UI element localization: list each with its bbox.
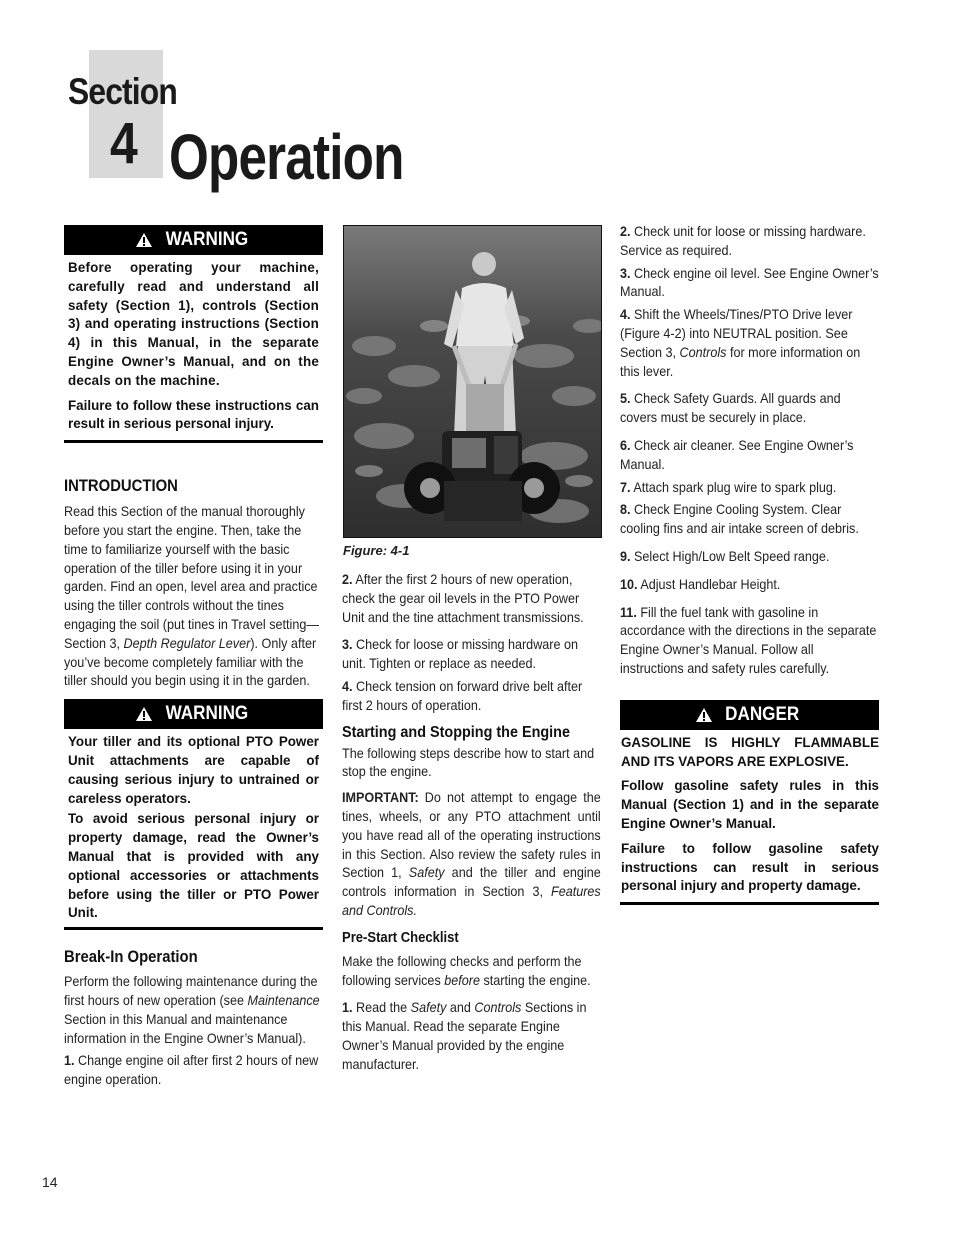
list-text: Change engine oil after first 2 hours of new engine operation. <box>64 1052 319 1088</box>
pre-start-paragraph <box>342 952 601 990</box>
list-number: 3. <box>620 264 631 281</box>
list-number: 6. <box>620 436 631 453</box>
list-item <box>342 677 601 715</box>
text-run-italic: Safety <box>410 999 447 1016</box>
danger-paragraph: GASOLINE IS HIGHLY FLAMMABLE AND ITS VAPORS ARE EXPLOSIVE. <box>621 734 879 769</box>
warning-triangle-icon <box>135 232 153 248</box>
list-number: 1. <box>342 999 353 1016</box>
list-number: 11. <box>620 603 637 620</box>
warning-text <box>64 733 323 923</box>
text-run: Read the <box>352 999 411 1016</box>
break-in-paragraph <box>64 972 323 1047</box>
list-item <box>620 603 879 678</box>
list-number: 2. <box>342 571 353 587</box>
list-number: 5. <box>620 390 631 407</box>
warning-text <box>64 259 323 434</box>
text-run-italic: Features and Controls. <box>342 883 601 918</box>
danger-paragraph: Follow gasoline safety rules in this Manual (Section 1) and in the separate Engine Owner’s Manual. <box>621 778 879 831</box>
list-item <box>620 264 879 302</box>
danger-text <box>620 734 879 896</box>
text-run: starting the engine. <box>479 971 591 988</box>
list-number: 4. <box>620 306 631 323</box>
text-run: Do not attempt to engage the tines, wheels, or any PTO attachment until you have read all of the operating instructions in this Section. Also review the safety rules in Section 1, <box>342 789 601 881</box>
warning-paragraph: Failure to follow these instructions can result in serious personal injury. <box>68 397 319 432</box>
section-heading-break-in: Break-In Operation <box>64 948 198 967</box>
important-paragraph <box>342 788 601 920</box>
text-run: and the tiller and engine controls information in Section 3, <box>342 864 601 900</box>
danger-banner <box>620 700 879 730</box>
list-text: Fill the fuel tank with gasoline in accordance with the directions in the separate Engine Owner’s Manual. Follow all instructions and safety rules carefully. <box>620 603 877 676</box>
list-item <box>620 500 879 538</box>
subheading-pre-start: Pre-Start Checklist <box>342 929 459 946</box>
list-text: Check Engine Cooling System. Clear cooling fins and air intake screen of debris. <box>620 501 859 537</box>
list-number: 10. <box>620 575 638 592</box>
list-number: 4. <box>342 677 353 694</box>
list-text: Select High/Low Belt Speed range. <box>630 547 830 564</box>
text-run: Shift the Wheels/Tines/PTO Drive lever (Figure 4-2) into NEUTRAL position. See Section 3, <box>620 306 853 360</box>
list-text: Check unit for loose or missing hardware. Service as required. <box>620 223 866 258</box>
section-heading-introduction: INTRODUCTION <box>64 477 178 496</box>
text-run: Make the following checks and perform the following services <box>342 952 582 988</box>
starting-paragraph: The following steps describe how to start and stop the engine. <box>342 744 595 780</box>
list-item <box>620 436 879 474</box>
list-text: Attach spark plug wire to spark plug. <box>630 478 837 495</box>
list-text: Check Safety Guards. All guards and covers must be securely in place. <box>620 390 841 426</box>
text-run: and <box>446 999 475 1016</box>
list-number: 3. <box>342 636 353 653</box>
warning-paragraph: Your tiller and its optional PTO Power Unit attachments are capable of causing serious injury to untrained or careless operators. <box>68 734 319 806</box>
page-number: 14 <box>42 1174 58 1190</box>
list-text: Check engine oil level. See Engine Owner’s Manual. <box>620 264 879 300</box>
list-item <box>620 547 879 566</box>
text-run: Section in this Manual and maintenance information in the Engine Owner’s Manual). <box>64 1010 306 1046</box>
warning-triangle-icon <box>695 707 713 723</box>
photo-illustration <box>344 226 601 537</box>
figure-caption: Figure: 4-1 <box>343 543 410 558</box>
warning-banner <box>64 699 323 729</box>
text-run-italic: Controls <box>679 343 727 360</box>
list-item <box>342 635 601 673</box>
list-item <box>620 575 879 594</box>
list-item <box>64 1051 323 1089</box>
warning-label: WARNING <box>165 229 248 250</box>
intro-paragraph <box>64 502 323 690</box>
section-number: 4 <box>110 111 138 176</box>
column-left <box>64 225 323 1089</box>
text-run: Sections in this Manual. Read the separate Engine Owner’s Manual provided by the engine manufacturer. <box>342 999 587 1072</box>
text-run: for more information on this lever. <box>620 343 861 379</box>
danger-label: DANGER <box>725 703 800 725</box>
text-run: Read this Section of the manual thoroughly before you start the engine. Then, take the time to familiarize yourself with the basic operation of the tiller before using it in your garden. Find an open, level area and practice using the tiller controls without the tines engaging the soil (put tines in Travel setting—Section 3, <box>64 503 319 651</box>
warning-label: WARNING <box>165 703 248 725</box>
list-text: Check for loose or missing hardware on unit. Tighten or replace as needed. <box>342 636 579 672</box>
list-item <box>620 478 879 497</box>
list-number: 1. <box>64 1052 75 1069</box>
list-number: 7. <box>620 478 631 495</box>
list-item <box>342 998 601 1073</box>
column-right <box>620 222 879 905</box>
list-text: Check air cleaner. See Engine Owner’s Manual. <box>620 436 854 472</box>
divider <box>620 902 879 905</box>
danger-paragraph: Failure to follow gasoline safety instructions can result in serious personal injury and property damage. <box>621 840 879 894</box>
list-number: 9. <box>620 547 631 564</box>
warning-banner <box>64 225 323 255</box>
text-run-italic: Controls <box>474 999 522 1016</box>
column-middle <box>342 570 601 1074</box>
section-label: Section <box>68 71 177 112</box>
warning-paragraph: To avoid serious personal injury or property damage, read the Owner’s Manual that is provided with any optional accessories or attachments before using the tiller or PTO Power Unit. <box>68 811 319 921</box>
warning-triangle-icon <box>135 706 153 722</box>
text-run-italic: Maintenance <box>247 991 320 1008</box>
text-run-italic: before <box>444 971 480 988</box>
list-item <box>342 570 601 626</box>
figure-photo-tiller <box>343 225 602 538</box>
list-text: Adjust Handlebar Height. <box>637 575 781 592</box>
list-number: 8. <box>620 501 631 518</box>
warning-paragraph: Before operating your machine, carefully read and understand all safety (Section 1), controls (Section 3) and operating instructions (Section 4) in this Manual, in the separate Engine Owner’s Manual, and on the decals on the machine. <box>68 260 319 388</box>
text-run: ). Only after you’ve become completely familiar with the tiller should you begin using it in the garden. <box>64 634 317 689</box>
list-text: After the first 2 hours of new operation, check the gear oil levels in the PTO Power Unit and the tine attachment transmissions. <box>342 571 584 625</box>
text-run: Perform the following maintenance during the first hours of new operation (see <box>64 973 318 1008</box>
list-number: 2. <box>620 223 631 239</box>
list-item <box>620 222 879 260</box>
section-heading-starting: Starting and Stopping the Engine <box>342 723 570 741</box>
list-text: Check tension on forward drive belt after first 2 hours of operation. <box>342 677 583 713</box>
text-run-italic: Safety <box>408 864 445 881</box>
list-item <box>620 389 879 427</box>
list-item <box>620 305 879 380</box>
text-run-italic: Depth Regulator Lever <box>123 634 251 651</box>
important-label: IMPORTANT: <box>342 789 419 806</box>
page-title: Operation <box>169 121 404 193</box>
